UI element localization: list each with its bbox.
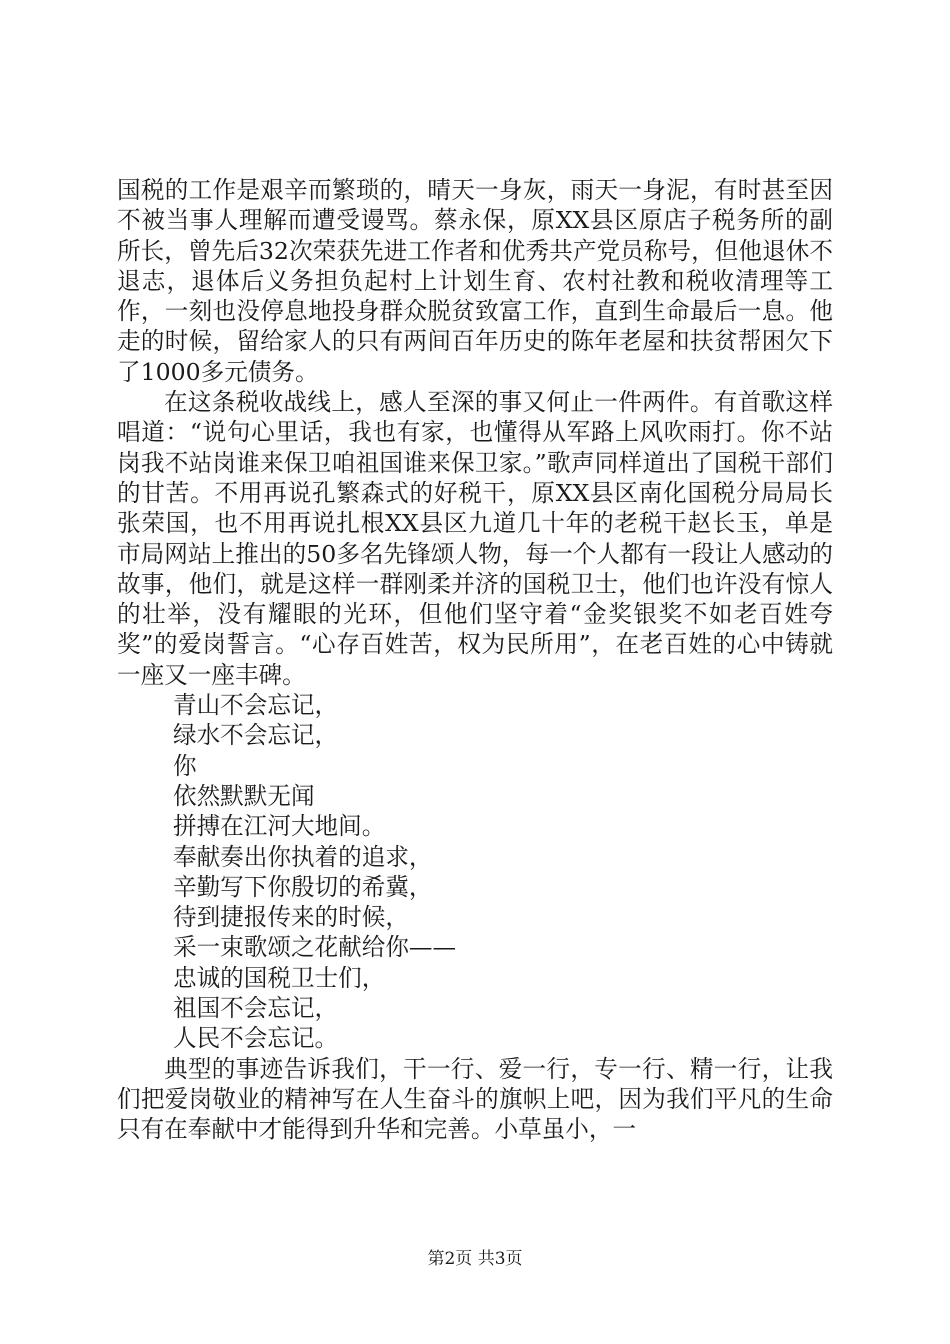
paragraph-tax-frontline: 在这条税收战线上，感人至深的事又何止一件两件。有首歌这样唱道：“说句心里话，我也有家，也懂得从军路上风吹雨打。你不站岗我不站岗谁来保卫咱祖国谁来保卫家。”歌声同样道出了国税干部们的甘苦。不用再说孔繁森式的好税干，原XX县区南化国税分局局长张荣国，也不用再说扎根XX县区九道几十年的老税干赵长玉，单是市局网站上推出的50多名先锋颂人物，每一个人都有一段让人感动的故事，他们，就是这样一群刚柔并济的国税卫士，他们也许没有惊人的壮举，没有耀眼的光环，但他们坚守着“金奖银奖不如老百姓夸奖”的爱岗誓言。“心存百姓苦，权为民所用”，在老百姓的心中铸就一座又一座丰碑。 (117, 388, 833, 689)
poem-line: 奉献奏出你执着的追求， (173, 842, 433, 871)
poem-line: 绿水不会忘记， (173, 721, 339, 750)
paragraph-cai-yongbao: 国税的工作是艰辛而繁琐的，晴天一身灰，雨天一身泥，有时甚至因不被当事人理解而遭受谩骂。蔡永保，原XX县区原店子税务所的副所长，曾先后32次荣获先进工作者和优秀共产党员称号，但他退休不退志，退体后义务担负起村上计划生育、农村社教和税收清理等工作，一刻也没停息地投身群众脱贫致富工作，直到生命最后一息。他走的时候，留给家人的只有两间百年历史的陈年老屋和扶贫帮困欠下了1000多元债务。 (117, 176, 833, 386)
poem-line: 辛勤写下你殷切的希冀， (173, 872, 433, 901)
poem-line: 祖国不会忘记， (173, 994, 339, 1023)
poem (117, 690, 833, 1054)
poem-line: 待到捷报传来的时候， (173, 903, 409, 932)
poem-line: 忠诚的国税卫士们， (173, 963, 386, 992)
poem-line: 你 (173, 751, 197, 780)
poem-line: 采一束歌颂之花献给你—— (173, 933, 457, 962)
poem-line: 拼搏在江河大地间。 (173, 812, 386, 841)
document-body (117, 175, 833, 1145)
poem-line: 依然默默无闻 (173, 781, 315, 810)
paragraph-typical-deeds: 典型的事迹告诉我们，干一行、爱一行，专一行、精一行，让我们把爱岗敬业的精神写在人生奋斗的旗帜上吧，因为我们平凡的生命只有在奉献中才能得到升华和完善。小草虽小，一 (117, 1054, 833, 1144)
poem-line: 人民不会忘记。 (173, 1024, 339, 1053)
poem-line: 青山不会忘记， (173, 691, 339, 720)
page-footer: 第2页 共3页 (427, 1249, 523, 1269)
